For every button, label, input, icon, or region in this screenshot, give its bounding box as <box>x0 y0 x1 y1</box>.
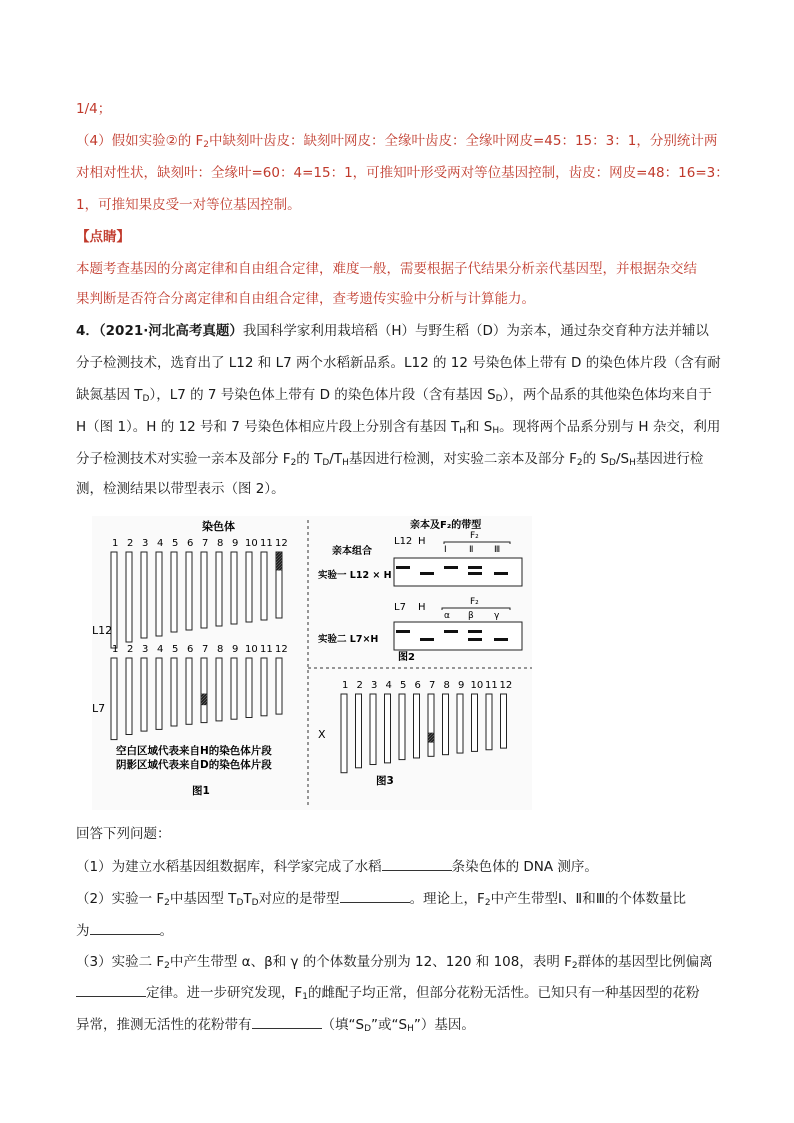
chromosome-shaded-segment <box>201 694 207 706</box>
chromosome-number: 4 <box>157 538 164 549</box>
gel-band <box>468 566 482 569</box>
question-3-cont: 定律。进一步研究发现，$F_1$的雌配子均正常，但部分花粉无活性。已知只有一种基因型的花粉 <box>76 982 726 1003</box>
chromosome-number: 5 <box>172 538 179 549</box>
chromosome <box>261 552 267 620</box>
chromosome <box>111 658 117 740</box>
question-2-cont: 为 。 <box>76 920 726 941</box>
chromosome <box>457 694 463 753</box>
chromosome <box>385 694 391 763</box>
question-line: 分子检测技术，选育出了 L12 和 L7 两个水稻新品系。L12 的 12 号染色体上带有 D 的染色体片段（含有耐 <box>76 355 721 371</box>
chromosome-number: 11 <box>485 680 498 691</box>
chromosome-number: 6 <box>187 538 194 549</box>
chromosome-number: 4 <box>157 644 164 655</box>
chromosome <box>231 658 237 719</box>
chromosome-number: 4 <box>385 680 392 691</box>
gel-band <box>444 566 458 569</box>
chromosome <box>186 552 192 630</box>
fig1-note-white: 空白区域代表来自H的染色体片段 <box>116 745 272 757</box>
fig2-exp2-col-H: H <box>418 602 426 613</box>
fig2-exp1-f2-III: Ⅲ <box>494 545 501 555</box>
fig2-exp1-label: 实验一 L12 × H <box>318 570 392 581</box>
chromosome <box>356 694 362 768</box>
fig2-exp2-f2-gamma: γ <box>494 611 500 621</box>
chromosome <box>126 658 132 735</box>
chromosome-number: 6 <box>187 644 194 655</box>
chromosome-number: 1 <box>112 644 119 655</box>
chromosome-number: 9 <box>232 644 239 655</box>
answer-blank-5[interactable] <box>252 1014 322 1029</box>
chromosome-number: 7 <box>429 680 436 691</box>
fig2-exp1-f2-II: Ⅱ <box>469 545 474 555</box>
chromosome-number: 11 <box>260 644 273 655</box>
comment-line: 果判断是否符合分离定律和自由组合定律，查考遗传实验中分析与计算能力。 <box>76 291 535 307</box>
fig2-exp2-f2-alpha: α <box>444 611 450 621</box>
chromosome <box>141 658 147 731</box>
answer-blank-3[interactable] <box>90 920 160 935</box>
gel-band <box>494 638 508 641</box>
chromosome-shaded-segment <box>276 552 282 570</box>
answer-line: 1/4； <box>76 101 112 117</box>
answer-intro: 回答下列问题： <box>76 826 171 842</box>
answer-blank-1[interactable] <box>382 856 452 871</box>
chromosome-number: 2 <box>356 680 363 691</box>
chromosome-number: 3 <box>371 680 378 691</box>
chromosome <box>201 658 207 723</box>
answer-line: （4）假如实验②的 $F_2$中缺刻叶齿皮：缺刻叶网皮：全缘叶齿皮：全缘叶网皮=45：15：3：1，分别统计两 <box>76 133 718 150</box>
chromosome <box>399 694 405 760</box>
chromosome-number: 10 <box>245 538 258 549</box>
chromosome-number: 3 <box>142 538 149 549</box>
comment-heading: 【点睛】 <box>76 229 130 245</box>
chromosome <box>501 694 507 748</box>
answer-blank-4[interactable] <box>76 982 146 997</box>
chromosome-number: 2 <box>127 644 134 655</box>
fig1-note-shaded: 阴影区域代表来自D的染色体片段 <box>116 759 272 771</box>
question-1: （1）为建立水稻基因组数据库，科学家完成了水稻 条染色体的 DNA 测序。 <box>76 856 726 877</box>
chromosome <box>276 658 282 714</box>
chromosome-number: 1 <box>342 680 349 691</box>
chromosome-number: 6 <box>414 680 421 691</box>
fig2-exp2-col-L7: L7 <box>394 602 406 613</box>
chromosome <box>216 552 222 626</box>
fig2-exp1-col-H: H <box>418 536 426 547</box>
chromosome <box>156 552 162 636</box>
chromosome <box>486 694 492 750</box>
chromosome-number: 8 <box>217 538 224 549</box>
chromosome-number: 12 <box>499 680 513 691</box>
gel-band <box>494 572 508 575</box>
fig2-exp2-f2-beta: β <box>468 611 474 621</box>
chromosome <box>171 552 177 632</box>
chromosome <box>428 694 434 756</box>
chromosome-number: 7 <box>202 538 209 549</box>
fig2-exp2-label: 实验二 L7×H <box>318 634 379 645</box>
chromosome <box>370 694 376 765</box>
chromosome-number: 5 <box>172 644 179 655</box>
gel-band <box>444 630 458 633</box>
question-3-cont: 异常，推测无活性的花粉带有 （填“$S_D$”或“$S_H$”）基因。 <box>76 1014 726 1035</box>
chromosome-number: 10 <box>245 644 258 655</box>
answer-line: 1，可推知果皮受一对等位基因控制。 <box>76 197 301 213</box>
answer-blank-2[interactable] <box>340 888 410 903</box>
question-line: 4．（2021·河北高考真题）我国科学家利用栽培稻（H）与野生稻（D）为亲本，通过杂交育种方法并辅以 <box>76 323 709 339</box>
chromosome-number: 11 <box>260 538 273 549</box>
fig2-title: 亲本及F₂的带型 <box>410 520 482 531</box>
fig1-title: 染色体 <box>202 520 235 533</box>
question-line: H（图 1）。H 的 12 号和 7 号染色体相应片段上分别含有基因 $T_H$和 $S_H$。现将两个品系分别与 H 杂交，利用 <box>76 419 721 436</box>
fig1-caption: 图1 <box>192 785 210 797</box>
chromosome-number: 12 <box>275 538 288 549</box>
fig2-exp1-f2-I: Ⅰ <box>444 545 447 555</box>
fig2-exp1-F2: F₂ <box>470 531 479 541</box>
chromosome <box>414 694 420 758</box>
fig2-exp1-col-L12: L12 <box>394 536 413 547</box>
fig2-exp2-F2: F₂ <box>470 597 479 607</box>
chromosome-number: 7 <box>202 644 209 655</box>
question-line: 测，检测结果以带型表示（图 2）。 <box>76 481 285 497</box>
chromosome <box>341 694 347 773</box>
chromosome-number: 9 <box>232 538 239 549</box>
chromosome-number: 3 <box>142 644 149 655</box>
question-line: 缺氮基因 $T_D$），L7 的 7 号染色体上带有 D 的染色体片段（含有基因 $S_D$），两个品系的其他染色体均来自于 <box>76 387 712 404</box>
chromosome <box>246 552 252 622</box>
answer-line: 对相对性状，缺刻叶：全缘叶=60：4=15：1，可推知叶形受两对等位基因控制，齿皮：网皮=48：16=3： <box>76 165 729 181</box>
fig2-parent-combo: 亲本组合 <box>332 546 372 557</box>
chromosome <box>201 552 207 628</box>
question-line: 分子检测技术对实验一亲本及部分 $F_2$的 $T_D/T_H$基因进行检测，对实验二亲本及部分 $F_2$的 $S_D/S_H$基因进行检 <box>76 451 704 468</box>
chromosome <box>186 658 192 724</box>
chromosome <box>171 658 177 726</box>
figure-chromosomes <box>92 516 532 810</box>
gel-band <box>420 638 434 641</box>
chromosome-number: 5 <box>400 680 407 691</box>
chromosome <box>261 658 267 716</box>
chromosome <box>126 552 132 642</box>
gel-band <box>468 630 482 633</box>
question-2: （2）实验一 $F_2$中基因型 $T_DT_D$对应的是带型 。理论上，$F_2$中产生带型Ⅰ、Ⅱ和Ⅲ的个体数量比 <box>76 888 726 909</box>
chromosome <box>443 694 449 755</box>
comment-line: 本题考查基因的分离定律和自由组合定律，难度一般，需要根据子代结果分析亲代基因型，并根据杂交结 <box>76 261 697 277</box>
gel-band <box>468 572 482 575</box>
chromosome-number: 2 <box>127 538 134 549</box>
fig2-caption: 图2 <box>398 652 415 663</box>
fig3-label: X <box>318 728 326 741</box>
chromosome-number: 8 <box>217 644 224 655</box>
fig2-exp2-gel <box>394 622 522 650</box>
gel-band <box>396 630 410 633</box>
chromosome-number: 12 <box>275 644 288 655</box>
chromosome-number: 1 <box>112 538 119 549</box>
chromosome-number: 9 <box>458 680 465 691</box>
chromosome <box>141 552 147 638</box>
gel-band <box>396 566 410 569</box>
chromosome <box>246 658 252 718</box>
chromosome <box>472 694 478 751</box>
chromosome <box>156 658 162 729</box>
chromosome-number: 8 <box>443 680 450 691</box>
chromosome-number: 10 <box>470 680 484 691</box>
fig1-row2-label: L7 <box>92 702 106 715</box>
question-3: （3）实验二 $F_2$中产生带型 α、β和 γ 的个体数量分别为 12、120 和 108，表明 $F_2$群体的基因型比例偏离 <box>76 954 713 971</box>
chromosome <box>216 658 222 721</box>
fig1-row1-label: L12 <box>92 624 113 637</box>
chromosome <box>231 552 237 624</box>
gel-band <box>468 638 482 641</box>
chromosome-shaded-segment <box>428 733 434 743</box>
gel-band <box>420 572 434 575</box>
figure-svg <box>92 516 532 810</box>
fig3-caption: 图3 <box>376 775 394 787</box>
